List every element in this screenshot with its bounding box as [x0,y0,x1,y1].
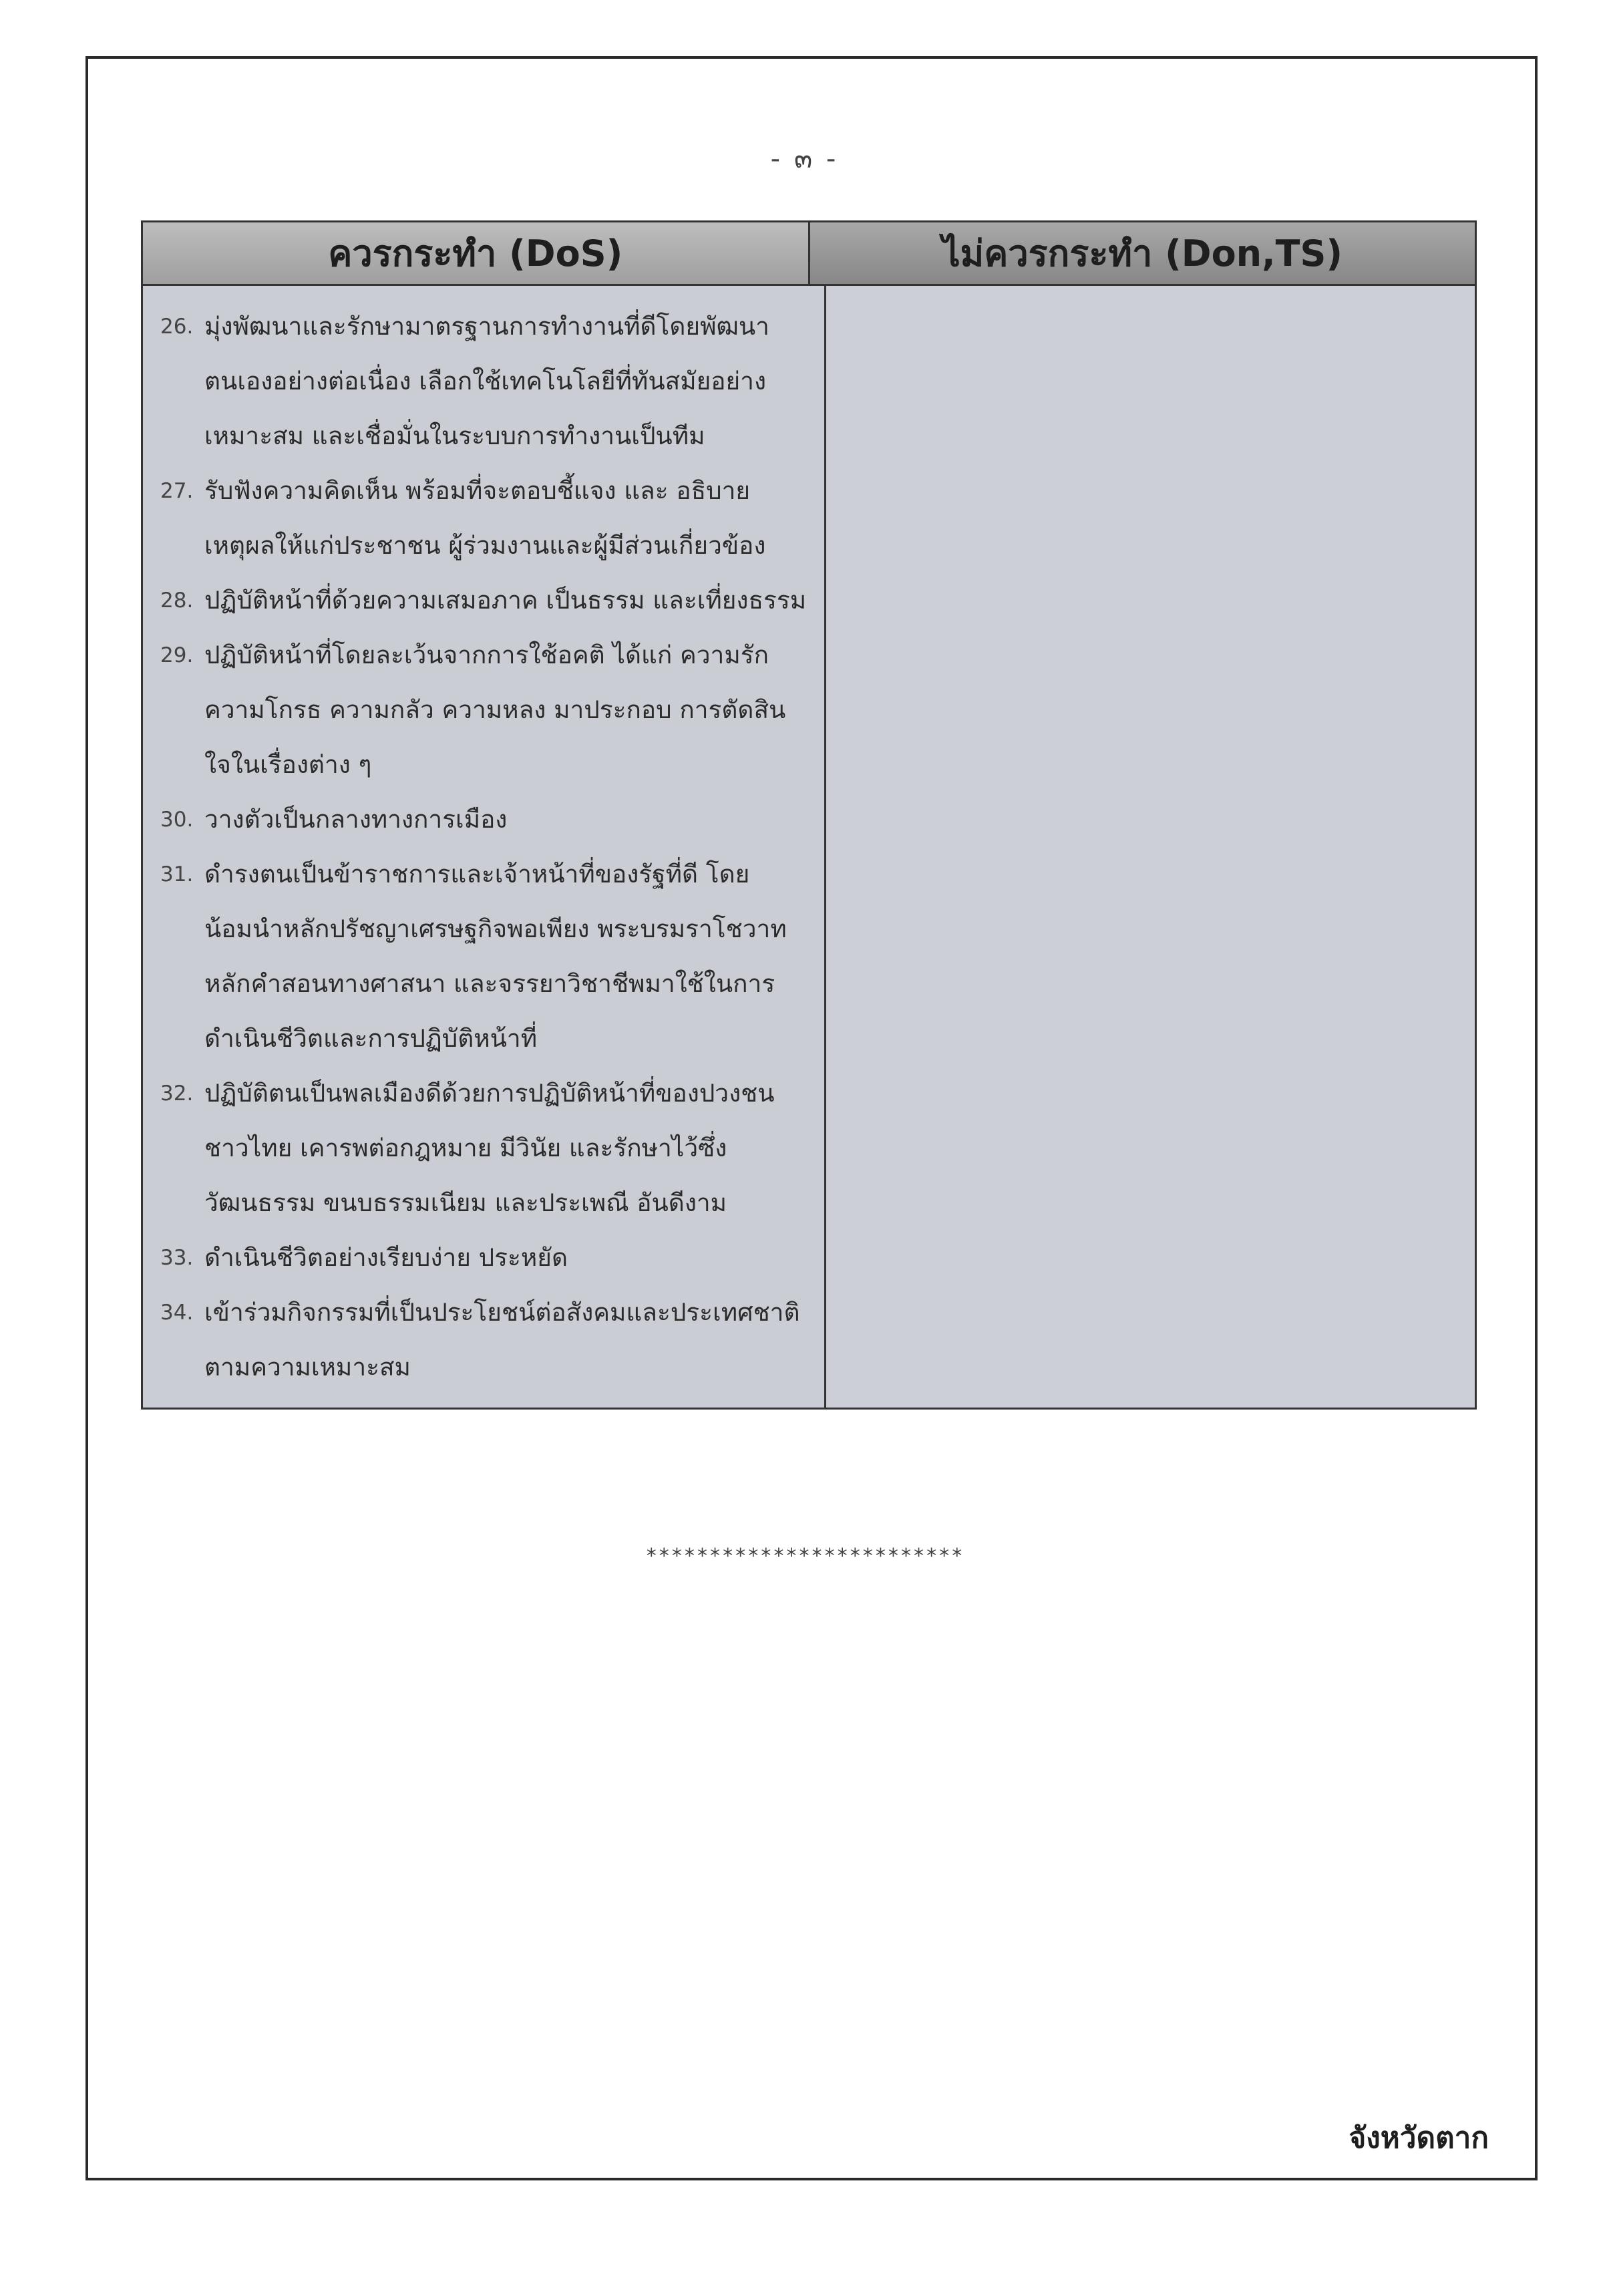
item-number: 27. [160,479,194,503]
item-number: 30. [160,808,194,832]
table-header [143,222,1475,286]
list-item [160,299,810,464]
dos-column [143,286,826,1408]
list-item [160,1285,810,1395]
list-item [160,792,810,847]
item-text: เข้าร่วมกิจกรรมที่เป็นประโยชน์ต่อสังคมและประเทศชาติตามความเหมาะสม [204,1298,800,1381]
table-body [143,286,1475,1408]
list-item [160,1231,810,1285]
list-item [160,573,810,628]
item-text: ดำเนินชีวิตอย่างเรียบง่าย ประหยัด [204,1243,568,1272]
list-item [160,464,810,573]
province-footer: จังหวัดตาก [1349,2121,1489,2155]
item-text: รับฟังความคิดเห็น พร้อมที่จะตอบชี้แจง และ อธิบายเหตุผลให้แก่ประชาชน ผู้ร่วมงานและผู้มีส่วนเกี่ยวข้อง [204,476,766,560]
item-text: มุ่งพัฒนาและรักษามาตรฐานการทำงานที่ดีโดยพัฒนาตนเองอย่างต่อเนื่อง เลือกใช้เทคโนโลยีที่ทันสมัยอย่างเหมาะสม และเชื่อมั่นในระบบการทำงานเป็นทีม [204,312,769,450]
item-text: ปฏิบัติหน้าที่ด้วยความเสมอภาค เป็นธรรม และเที่ยงธรรม [204,586,807,615]
item-number: 29. [160,643,194,667]
item-number: 31. [160,862,194,886]
separator-stars: ************************* [645,1544,964,1568]
item-number: 28. [160,589,194,613]
item-text: วางตัวเป็นกลางทางการเมือง [204,805,508,834]
dos-donts-table [141,220,1477,1410]
list-item [160,847,810,1066]
list-item [160,1066,810,1231]
header-dos: ควรกระทำ (DoS) [143,222,810,284]
item-number: 33. [160,1246,194,1270]
donts-column [826,286,1475,1408]
item-text: ปฏิบัติหน้าที่โดยละเว้นจากการใช้อคติ ได้แก่ ความรัก ความโกรธ ความกลัว ความหลง มาประกอบ การตัดสินใจในเรื่องต่าง ๆ [204,641,786,779]
item-text: ดำรงตนเป็นข้าราชการและเจ้าหน้าที่ของรัฐที่ดี โดยน้อมนำหลักปรัชญาเศรษฐกิจพอเพียง พระบรมราโชวาท หลักคำสอนทางศาสนา และจรรยาวิชาชีพมาใช้ในการดำเนินชีวิตและการปฏิบัติหน้าที่ [204,860,787,1053]
item-text: ปฏิบัติตนเป็นพลเมืองดีด้วยการปฏิบัติหน้าที่ของปวงชนชาวไทย เคารพต่อกฎหมาย มีวินัย และรักษาไว้ซึ่งวัฒนธรรม ขนบธรรมเนียม และประเพณี อันดีงาม [204,1079,775,1217]
item-number: 34. [160,1301,194,1325]
page-number: - ๓ - [770,144,839,174]
item-number: 32. [160,1082,194,1106]
header-donts: ไม่ควรกระทำ (Don,TS) [810,222,1475,284]
item-number: 26. [160,315,194,339]
list-item [160,628,810,792]
